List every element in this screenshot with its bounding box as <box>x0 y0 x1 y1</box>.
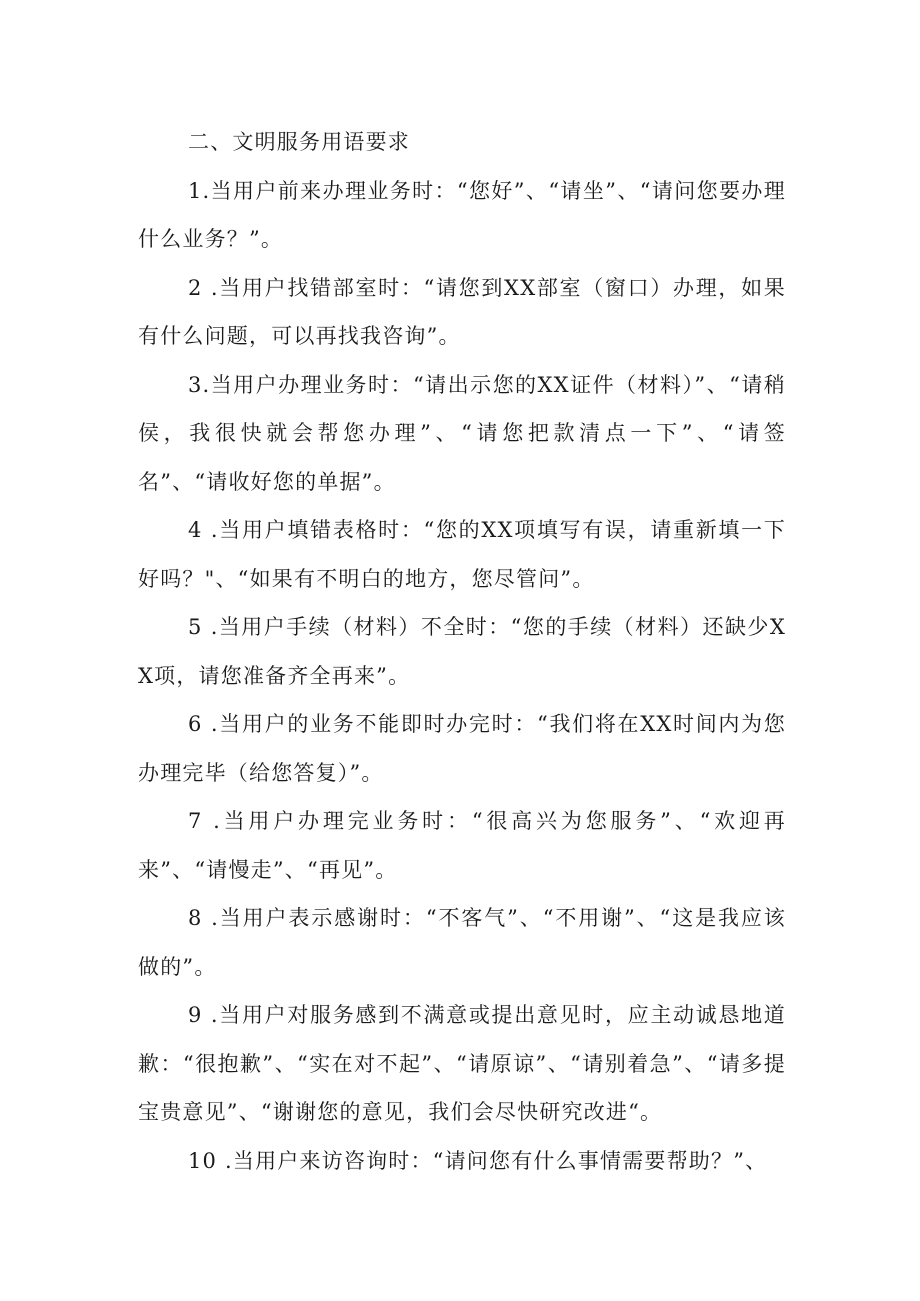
paragraph-9: 9 .当用户对服务感到不满意或提出意见时，应主动诚恳地道歉：“很抱歉”、“实在对不起”、“请原谅”、“请别着急”、“请多提宝贵意见”、“谢谢您的意见，我们会尽快研究改进“。 <box>138 1003 786 1124</box>
paragraph-3: 3.当用户办理业务时：“请出示您的XX证件（材料）”、“请稍侯，我很快就会帮您办理”、“请您把款清点一下”、“请签名”、“请收好您的单据”。 <box>138 372 786 494</box>
paragraph-5: 5 .当用户手续（材料）不全时：“您的手续（材料）还缺少XX项，请您准备齐全再来”。 <box>138 615 786 688</box>
paragraph-6: 6 .当用户的业务不能即时办完时：“我们将在XX时间内为您办理完毕（给您答复）”。 <box>138 712 786 785</box>
paragraph-1: 1.当用户前来办理业务时：“您好”、“请坐”、“请问您要办理什么业务？”。 <box>138 178 786 251</box>
paragraph-10: 10 .当用户来访咨询时：“请问您有什么事情需要帮助？”、 <box>188 1148 768 1173</box>
paragraph-7: 7 .当用户办理完业务时：“很高兴为您服务”、“欢迎再来”、“请慢走”、“再见”。 <box>138 809 786 882</box>
paragraph-2: 2 .当用户找错部室时：“请您到XX部室（窗口）办理，如果有什么问题，可以再找我咨询”。 <box>138 275 786 348</box>
paragraph-4: 4 .当用户填错表格时：“您的XX项填写有误，请重新填一下好吗？"、“如果有不明白的地方，您尽管问”。 <box>138 518 786 591</box>
section-heading: 二、文明服务用语要求 <box>188 130 410 154</box>
paragraph-8: 8 .当用户表示感谢时：“不客气”、“不用谢”、“这是我应该做的”。 <box>138 906 786 979</box>
document-body <box>138 118 786 1185</box>
